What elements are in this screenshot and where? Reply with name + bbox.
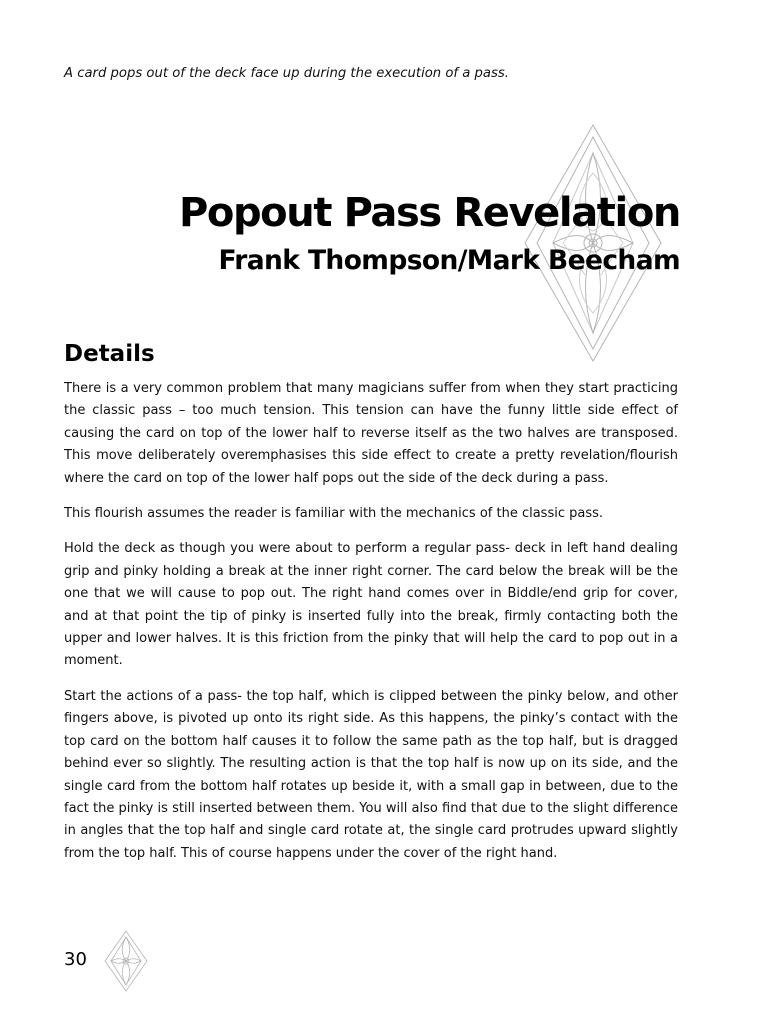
body-text: [64, 378, 678, 878]
ornate-diamond-icon: [104, 930, 148, 992]
paragraph: Start the actions of a pass- the top half, which is clipped between the pinky below, and other fingers above, is pivoted up onto its right side. As this happens, the pinky’s contact with the top card on the bottom half causes it to follow the same path as the top half, but is dragged behind ever so slightly. The resulting action is that the top half is now up on its side, and the single card from the bottom half rotates up beside it, with a small gap in between, due to the fact the pinky is still inserted between them. You will also find that due to the slight difference in angles that the top half and single card rotate at, the single card protrudes upward slightly from the top half. This of course happens under the cover of the right hand.: [64, 688, 678, 861]
section-heading: Details: [64, 341, 155, 367]
paragraph: Hold the deck as though you were about to perform a regular pass- deck in left hand dealing grip and pinky holding a break at the inner right corner. The card below the break will be the one that we will cause to pop out. The right hand comes over in Biddle/end grip for cover, and at that point the tip of pinky is inserted fully into the break, firmly contacting both the upper and lower halves. It is this friction from the pinky that will help the card to pop out in a moment.: [64, 541, 678, 669]
page-subtitle: A card pops out of the deck face up during the execution of a pass.: [64, 66, 509, 81]
page-authors: Frank Thompson/Mark Beecham: [218, 245, 680, 276]
paragraph: This flourish assumes the reader is familiar with the mechanics of the classic pass.: [64, 506, 604, 522]
page-number: 30: [64, 949, 87, 970]
ornate-diamond-icon: [523, 123, 663, 363]
paragraph: There is a very common problem that many magicians suffer from when they start practicing the classic pass – too much tension. This tension can have the funny little side effect of causing the card on top of the lower half to reverse itself as the two halves are transposed. This move deliberately overemphasises this side effect to create a pretty revelation/flourish where the card on top of the lower half pops out the side of the deck during a pass.: [64, 381, 678, 486]
page-title: Popout Pass Revelation: [178, 190, 680, 236]
